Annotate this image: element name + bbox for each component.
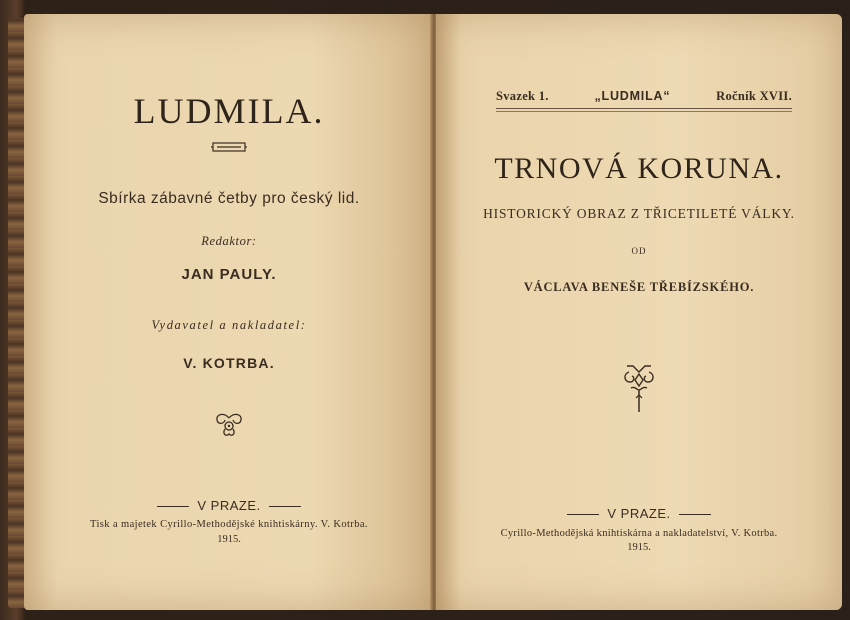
city-line [24,498,434,513]
right-page [436,14,842,610]
city-line [436,506,842,521]
volume-label: Svazek 1. [496,88,549,103]
year-line: 1915. [627,542,651,553]
editor-label: Redaktor: [201,234,257,248]
series-subtitle: Sbírka zábavné četby pro český lid. [98,190,360,207]
series-name: „LUDMILA“ [594,89,671,103]
vignette-ornament-icon [436,362,842,419]
rule-ornament-icon [24,140,434,159]
left-page [24,14,434,610]
divider [567,514,599,515]
year-volume-label: Ročník XVII. [716,88,792,103]
publisher-name: V. KOTRBA. [183,355,275,371]
divider [679,514,711,515]
by-label: OD [631,246,647,256]
divider [269,506,301,507]
year-line: 1915. [217,534,241,545]
running-header [496,84,792,109]
book-subtitle: HISTORICKÝ OBRAZ Z TŘICETILETÉ VÁLKY. [483,206,795,221]
publisher-label: Vydavatel a nakladatel: [151,318,307,332]
author-name: VÁCLAVA BENEŠE TŘEBÍZSKÉHO. [523,280,755,294]
city-name: V PRAZE. [607,506,671,521]
printer-line: Tisk a majetek Cyrillo-Methodějské knihtiskárny. V. Kotrba. [90,519,368,530]
editor-name: JAN PAULY. [181,266,277,283]
book-title: TRNOVÁ KORUNA. [494,152,784,185]
floral-ornament-icon [24,412,434,443]
city-name: V PRAZE. [197,498,261,513]
divider [157,506,189,507]
series-title: LUDMILA. [133,91,325,131]
printer-line: Cyrillo-Methodějská knihtiskárna a nakladatelství, V. Kotrba. [500,528,778,539]
